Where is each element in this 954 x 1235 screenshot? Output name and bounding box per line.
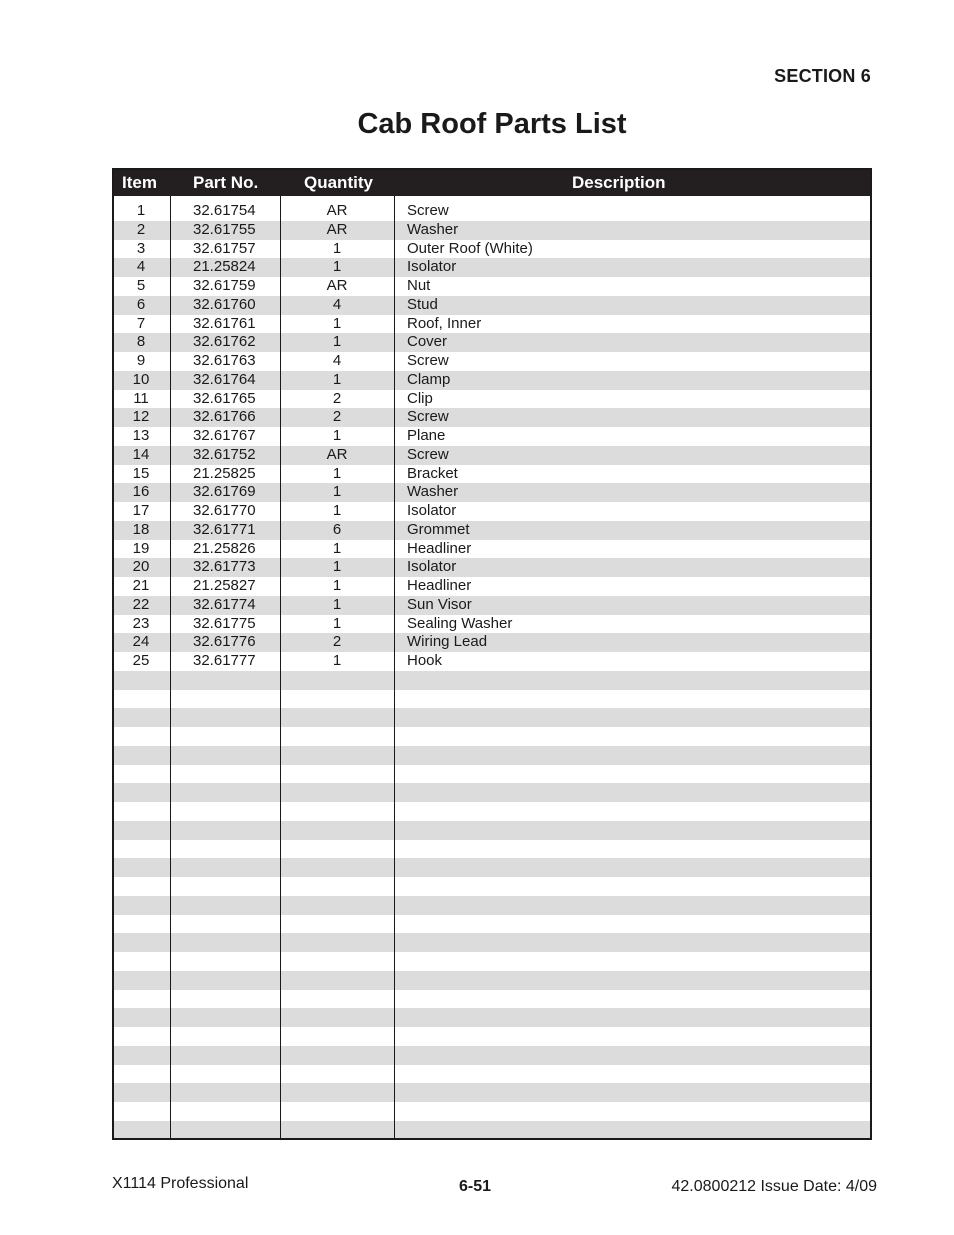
blank-table-row	[114, 990, 870, 1009]
blank-table-row	[114, 802, 870, 821]
parts-table	[112, 168, 872, 1140]
description-cell: Cover	[407, 333, 448, 351]
part-no-cell: 32.61770	[193, 502, 256, 519]
table-row	[114, 371, 870, 390]
table-header	[114, 170, 870, 196]
table-body	[114, 202, 870, 1140]
part-no-cell: 32.61774	[193, 595, 256, 613]
part-no-cell: 32.61764	[193, 370, 256, 388]
blank-table-row	[114, 1027, 870, 1046]
description-cell: Washer	[407, 220, 459, 238]
table-row	[114, 296, 870, 315]
part-no-cell: 32.61775	[193, 614, 256, 632]
quantity-cell: AR	[326, 445, 348, 463]
description-cell: Clamp	[407, 370, 451, 388]
table-row	[114, 615, 870, 634]
table-row	[114, 240, 870, 259]
quantity-cell: 2	[332, 389, 342, 407]
blank-table-row	[114, 1083, 870, 1102]
description-cell: Headliner	[407, 577, 472, 594]
description-cell: Hook	[407, 652, 443, 669]
description-cell: Screw	[407, 352, 449, 369]
column-divider	[394, 196, 395, 1138]
table-row	[114, 465, 870, 484]
blank-table-row	[114, 783, 870, 802]
item-cell: 15	[132, 464, 150, 482]
quantity-cell: 1	[332, 614, 342, 632]
item-cell: 20	[132, 558, 150, 576]
quantity-cell: 1	[332, 558, 342, 576]
part-no-cell: 32.61762	[193, 333, 256, 351]
item-cell: 11	[133, 389, 149, 407]
table-row	[114, 258, 870, 277]
description-cell: Roof, Inner	[407, 314, 482, 332]
quantity-cell: AR	[326, 220, 348, 238]
quantity-cell: 1	[332, 652, 342, 669]
item-cell: 6	[136, 295, 146, 313]
blank-table-row	[114, 877, 870, 896]
part-no-cell: 32.61773	[193, 558, 256, 576]
table-row	[114, 521, 870, 540]
blank-table-row	[114, 1102, 870, 1121]
description-cell: Nut	[407, 277, 431, 294]
description-cell: Isolator	[407, 258, 457, 276]
part-no-cell: 32.61769	[193, 483, 256, 501]
blank-table-row	[114, 708, 870, 727]
blank-table-row	[114, 727, 870, 746]
part-no-cell: 21.25826	[193, 539, 256, 557]
section-label: SECTION 6	[774, 66, 871, 86]
blank-table-row	[114, 765, 870, 784]
blank-table-row	[114, 821, 870, 840]
item-cell: 7	[136, 314, 146, 332]
table-row	[114, 408, 870, 427]
table-row	[114, 352, 870, 371]
quantity-cell: 1	[332, 239, 342, 257]
blank-table-row	[114, 896, 870, 915]
column-divider	[170, 196, 171, 1138]
blank-table-row	[114, 952, 870, 971]
table-row	[114, 483, 870, 502]
part-no-cell: 32.61761	[193, 314, 256, 332]
description-cell: Wiring Lead	[407, 633, 488, 651]
quantity-cell: 1	[332, 314, 342, 332]
description-cell: Screw	[407, 408, 449, 426]
table-row	[114, 427, 870, 446]
table-row	[114, 558, 870, 577]
item-cell: 9	[136, 352, 146, 369]
description-cell: Sealing Washer	[407, 614, 513, 632]
item-cell: 23	[132, 614, 150, 632]
quantity-cell: 1	[332, 370, 342, 388]
part-no-cell: 32.61755	[193, 220, 256, 238]
description-cell: Screw	[407, 445, 449, 463]
blank-table-row	[114, 1008, 870, 1027]
column-header-quantity: Quantity	[304, 173, 373, 192]
quantity-cell: 1	[332, 502, 342, 519]
quantity-cell: AR	[326, 277, 348, 294]
quantity-cell: 1	[332, 483, 342, 501]
part-no-cell: 21.25827	[193, 577, 256, 594]
part-no-cell: 32.61763	[193, 352, 256, 369]
item-cell: 21	[132, 577, 150, 594]
part-no-cell: 32.61776	[193, 633, 256, 651]
blank-table-row	[114, 858, 870, 877]
column-header-item: Item	[122, 173, 157, 192]
quantity-cell: 1	[332, 258, 342, 276]
page-title: Cab Roof Parts List	[357, 108, 627, 140]
part-no-cell: 21.25824	[193, 258, 256, 276]
table-row	[114, 446, 870, 465]
description-cell: Outer Roof (White)	[407, 239, 533, 257]
footer-doc-issue: 42.0800212 Issue Date: 4/09	[671, 1178, 877, 1195]
quantity-cell: 1	[332, 577, 342, 594]
part-no-cell: 32.61757	[193, 239, 256, 257]
table-row	[114, 652, 870, 671]
item-cell: 16	[132, 483, 150, 501]
part-no-cell: 32.61766	[193, 408, 256, 426]
part-no-cell: 32.61752	[193, 445, 256, 463]
quantity-cell: 1	[332, 464, 342, 482]
blank-table-row	[114, 690, 870, 709]
table-row	[114, 277, 870, 296]
description-cell: Headliner	[407, 539, 472, 557]
description-cell: Stud	[407, 295, 438, 313]
table-row	[114, 577, 870, 596]
column-divider	[280, 196, 281, 1138]
item-cell: 2	[136, 220, 146, 238]
item-cell: 1	[136, 202, 146, 219]
item-cell: 18	[132, 520, 150, 538]
description-cell: Clip	[407, 389, 433, 407]
table-row	[114, 202, 870, 221]
quantity-cell: 4	[332, 295, 342, 313]
item-cell: 17	[132, 502, 150, 519]
description-cell: Sun Visor	[407, 595, 472, 613]
item-cell: 19	[132, 539, 150, 557]
quantity-cell: 4	[332, 352, 342, 369]
blank-table-row	[114, 840, 870, 859]
item-cell: 10	[132, 370, 150, 388]
column-header-part-no: Part No.	[193, 173, 259, 192]
blank-table-row	[114, 671, 870, 690]
description-cell: Grommet	[407, 520, 470, 538]
part-no-cell: 32.61759	[193, 277, 256, 294]
quantity-cell: 2	[332, 633, 342, 651]
blank-table-row	[114, 1046, 870, 1065]
table-row	[114, 315, 870, 334]
table-row	[114, 502, 870, 521]
table-row	[114, 540, 870, 559]
part-no-cell: 32.61777	[193, 652, 256, 669]
part-no-cell: 32.61767	[193, 427, 256, 444]
table-row	[114, 221, 870, 240]
description-cell: Isolator	[407, 502, 457, 519]
blank-table-row	[114, 933, 870, 952]
quantity-cell: 6	[332, 520, 342, 538]
part-no-cell: 32.61760	[193, 295, 256, 313]
part-no-cell: 32.61771	[193, 520, 256, 538]
item-cell: 3	[136, 239, 146, 257]
table-row	[114, 333, 870, 352]
footer-model: X1114 Professional	[112, 1175, 249, 1192]
description-cell: Washer	[407, 483, 459, 501]
item-cell: 25	[132, 652, 150, 669]
part-no-cell: 21.25825	[193, 464, 256, 482]
item-cell: 12	[132, 408, 150, 426]
quantity-cell: 1	[332, 333, 342, 351]
item-cell: 14	[132, 445, 150, 463]
description-cell: Isolator	[407, 558, 457, 576]
part-no-cell: 32.61754	[193, 202, 256, 219]
item-cell: 8	[136, 333, 146, 351]
blank-table-row	[114, 746, 870, 765]
item-cell: 22	[132, 595, 150, 613]
item-cell: 24	[132, 633, 150, 651]
part-no-cell: 32.61765	[193, 389, 256, 407]
blank-table-row	[114, 971, 870, 990]
column-header-description: Description	[572, 173, 666, 192]
description-cell: Bracket	[407, 464, 458, 482]
item-cell: 13	[132, 427, 150, 444]
item-cell: 4	[136, 258, 146, 276]
description-cell: Plane	[407, 427, 446, 444]
quantity-cell: 1	[332, 539, 342, 557]
table-row	[114, 596, 870, 615]
table-row	[114, 390, 870, 409]
blank-table-row	[114, 1121, 870, 1140]
item-cell: 5	[136, 277, 146, 294]
quantity-cell: 1	[332, 595, 342, 613]
quantity-cell: AR	[326, 202, 348, 219]
blank-table-row	[114, 915, 870, 934]
quantity-cell: 2	[332, 408, 342, 426]
table-row	[114, 633, 870, 652]
blank-table-row	[114, 1065, 870, 1084]
description-cell: Screw	[407, 202, 449, 219]
quantity-cell: 1	[332, 427, 342, 444]
footer-page-number: 6-51	[459, 1178, 492, 1195]
